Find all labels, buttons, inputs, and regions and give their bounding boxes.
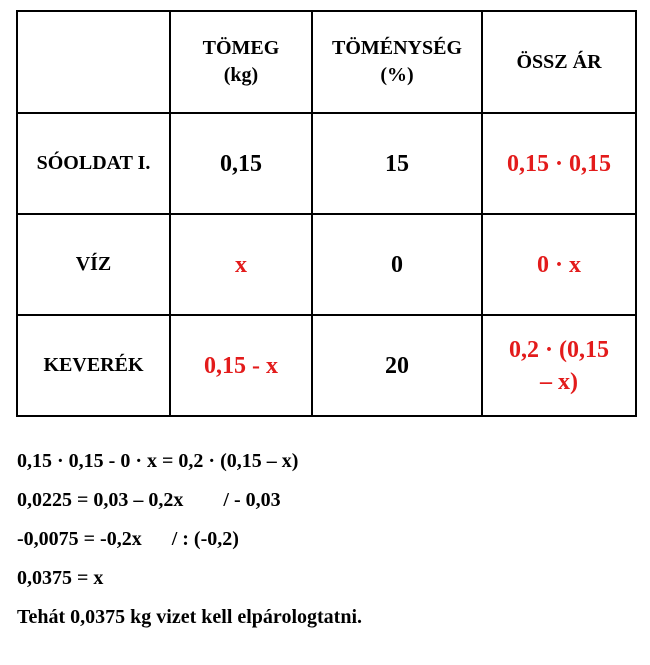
table-row-water: [17, 214, 636, 315]
conclusion-text: Tehát 0,0375 kg vizet kell elpárologtatni.: [17, 606, 362, 628]
cell-mass-mixture: 0,15 - x: [170, 315, 312, 416]
header-empty: [17, 11, 170, 113]
header-mass: [170, 11, 312, 113]
header-concentration-label: TÖMÉNYSÉG (%): [331, 37, 463, 86]
header-mass-label: TÖMEG (kg): [202, 37, 280, 86]
equation-step-1: 0,0225 = 0,03 – 0,2x / - 0,03: [17, 489, 281, 511]
cell-total-water: 0 · x: [482, 214, 636, 315]
cell-total-saline: 0,15 · 0,15: [482, 113, 636, 214]
solution-steps: [17, 446, 362, 632]
cell-concentration-water: 0: [312, 214, 482, 315]
cell-total-mixture-text: 0,2 · (0,15 – x): [509, 336, 609, 395]
header-total-label: ÖSSZ ÁR: [516, 50, 602, 73]
equation-step-2: -0,0075 = -0,2x / : (-0,2): [17, 528, 239, 550]
cell-concentration-saline: 15: [312, 113, 482, 214]
table-row-saline: [17, 113, 636, 214]
header-total: [482, 11, 636, 113]
row-label-saline: SÓOLDAT I.: [17, 113, 170, 214]
cell-mass-water: x: [170, 214, 312, 315]
equation-result: 0,0375 = x: [17, 567, 104, 589]
header-row: [17, 11, 636, 113]
header-concentration: [312, 11, 482, 113]
row-label-water: VÍZ: [17, 214, 170, 315]
cell-mass-saline: 0,15: [170, 113, 312, 214]
row-label-mixture: KEVERÉK: [17, 315, 170, 416]
cell-total-mixture: [482, 315, 636, 416]
equation-line: 0,15 · 0,15 - 0 · x = 0,2 · (0,15 – x): [17, 450, 299, 472]
table-row-mixture: [17, 315, 636, 416]
mixture-table: [16, 10, 637, 417]
cell-concentration-mixture: 20: [312, 315, 482, 416]
